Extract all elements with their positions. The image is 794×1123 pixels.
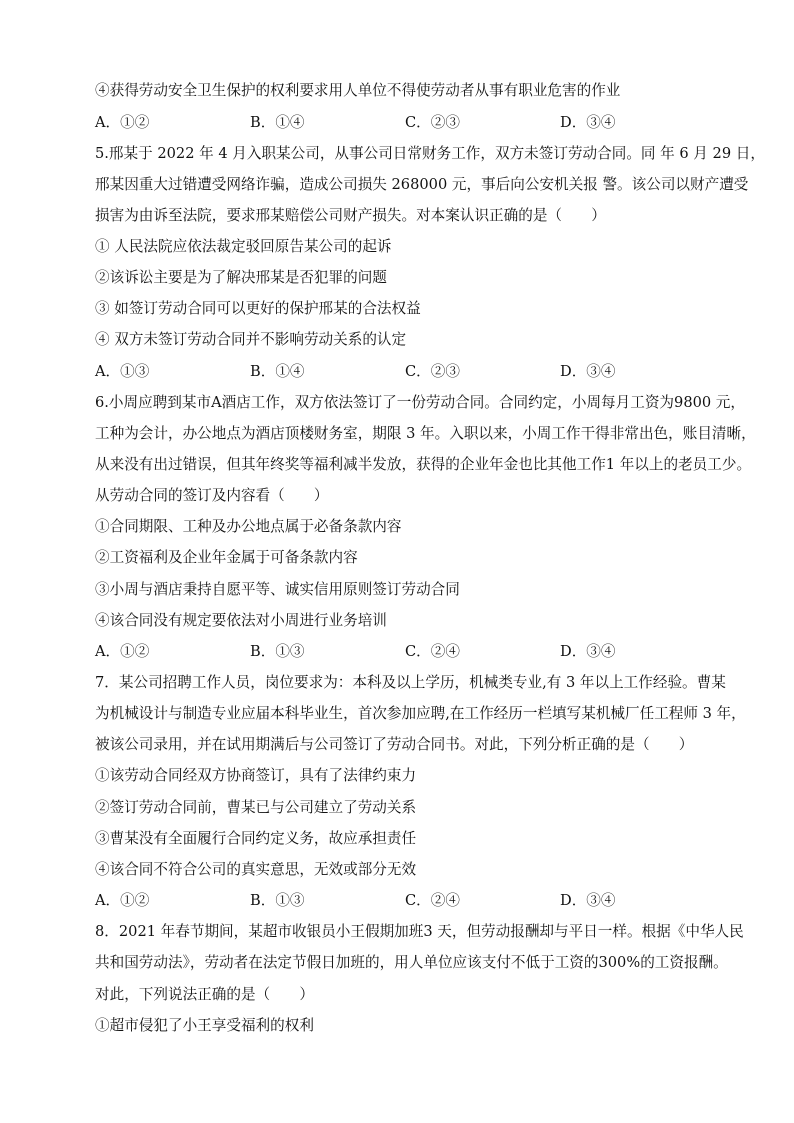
q7-option-a: A．①② [95, 892, 150, 909]
q5-item-3: ③ 如签订劳动合同可以更好的保护邢某的合法权益 [95, 300, 421, 317]
q4-option-a: A．①② [95, 114, 150, 131]
q6-option-d: D．③④ [560, 643, 616, 660]
q6-option-c: C．②④ [405, 643, 460, 660]
q6-option-b: B．①③ [250, 643, 305, 660]
q7-option-b: B．①③ [250, 892, 305, 909]
q5-stem-line: 5.邢某于 2022 年 4 月入职某公司，从事公司日常财务工作，双方未签订劳动合同。同 年 6 月 29 日， [95, 145, 765, 162]
q7-stem-line: 被该公司录用，并在试用期满后与公司签订了劳动合同书。对此，下列分析正确的是（ ） [95, 736, 694, 753]
q5-option-a: A．①③ [95, 363, 150, 380]
q6-item-1: ①合同期限、工种及办公地点属于必备条款内容 [95, 518, 402, 535]
q7-option-d: D．③④ [560, 892, 616, 909]
q7-stem-line: 为机械设计与制造专业应届本科毕业生，首次参加应聘,在工作经历一栏填写某机械厂任工程师 3 年， [95, 705, 746, 722]
q7-item-4: ④该合同不符合公司的真实意思，无效或部分无效 [95, 861, 417, 878]
q4-options [95, 113, 735, 133]
q4-item-4: ④获得劳动安全卫生保护的权利要求用人单位不得使劳动者从事有职业危害的作业 [95, 82, 621, 99]
q7-stem-line: 7．某公司招聘工作人员，岗位要求为：本科及以上学历，机械类专业,有 3 年以上工作经验。曹某 [95, 674, 726, 691]
q6-stem-line: 从劳动合同的签订及内容看（ ） [95, 487, 329, 504]
q6-options [95, 642, 735, 662]
q5-option-d: D．③④ [560, 363, 616, 380]
q5-item-4: ④ 双方未签订劳动合同并不影响劳动关系的认定 [95, 331, 407, 348]
q4-option-d: D．③④ [560, 114, 616, 131]
q7-item-2: ②签订劳动合同前，曹某已与公司建立了劳动关系 [95, 799, 417, 816]
q5-stem-line: 损害为由诉至法院，要求邢某赔偿公司财产损失。对本案认识正确的是（ ） [95, 207, 606, 224]
q4-option-c: C．②③ [405, 114, 460, 131]
q7-item-1: ①该劳动合同经双方协商签订，具有了法律约束力 [95, 767, 417, 784]
q6-stem-line: 工种为会计，办公地点为酒店顶楼财务室，期限 3 年。入职以来，小周工作干得非常出色，账目清晰， [95, 425, 756, 442]
q6-item-2: ②工资福利及企业年金属于可备条款内容 [95, 549, 358, 566]
q8-stem-line: 对此，下列说法正确的是（ ） [95, 986, 314, 1003]
q6-item-3: ③小周与酒店秉持自愿平等、诚实信用原则签订劳动合同 [95, 581, 460, 598]
q5-stem-line: 邢某因重大过错遭受网络诈骗，造成公司损失 268000 元，事后向公安机关报 警。该公司以财产遭受 [95, 176, 749, 193]
q5-option-c: C．②③ [405, 363, 460, 380]
q6-stem-line: 6.小周应聘到某市A酒店工作，双方依法签订了一份劳动合同。合同约定，小周每月工资为9800 元， [95, 394, 745, 411]
q8-item-1: ①超市侵犯了小王享受福利的权利 [95, 1017, 314, 1034]
q4-option-b: B．①④ [250, 114, 305, 131]
q5-item-2: ②该诉讼主要是为了解决邢某是否犯罪的问题 [95, 269, 387, 286]
q8-stem-line: 8．2021 年春节期间，某超市收银员小王假期加班3 天，但劳动报酬却与平日一样。根据《中华人民 [95, 923, 744, 940]
q6-option-a: A．①② [95, 643, 150, 660]
q5-item-1: ① 人民法院应依法裁定驳回原告某公司的起诉 [95, 238, 392, 255]
q7-item-3: ③曹某没有全面履行合同约定义务，故应承担责任 [95, 830, 417, 847]
q7-options [95, 891, 735, 911]
q7-option-c: C．②④ [405, 892, 460, 909]
q5-options [95, 362, 735, 382]
q8-stem-line: 共和国劳动法》，劳动者在法定节假日加班的，用人单位应该支付不低于工资的300%的工资报酬。 [95, 954, 728, 971]
q6-item-4: ④该合同没有规定要依法对小周进行业务培训 [95, 612, 387, 629]
q5-option-b: B．①④ [250, 363, 305, 380]
q6-stem-line: 从来没有出过错误，但其年终奖等福利减半发放，获得的企业年金也比其他工作1 年以上的老员工少。 [95, 456, 752, 473]
